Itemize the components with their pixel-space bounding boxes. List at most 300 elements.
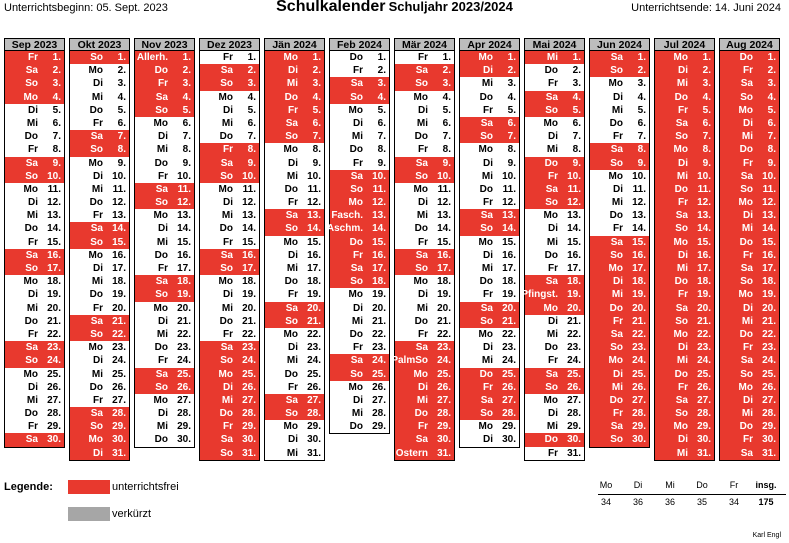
day-row bbox=[525, 196, 584, 209]
day-row bbox=[265, 196, 324, 209]
day-number: 13. bbox=[697, 210, 711, 222]
day-number: 30. bbox=[762, 434, 776, 446]
day-row bbox=[395, 130, 454, 143]
day-number: 23. bbox=[112, 342, 126, 354]
weekday-label: Mo bbox=[88, 249, 103, 261]
day-row bbox=[5, 117, 64, 130]
day-number: 6. bbox=[377, 117, 386, 129]
weekday-label: Fr bbox=[223, 328, 233, 340]
day-row bbox=[5, 157, 64, 170]
day-row bbox=[5, 249, 64, 262]
weekday-label: Fr bbox=[548, 355, 558, 367]
day-number: 3. bbox=[117, 78, 126, 90]
weekday-label: Mo bbox=[478, 236, 493, 248]
day-row bbox=[135, 130, 194, 143]
day-number: 17. bbox=[47, 263, 61, 274]
day-row bbox=[135, 91, 194, 104]
day-number: 26. bbox=[632, 381, 646, 393]
day-row bbox=[265, 275, 324, 288]
day-number: 8. bbox=[702, 144, 711, 156]
day-row bbox=[5, 341, 64, 354]
day-row bbox=[330, 130, 389, 143]
day-row bbox=[5, 236, 64, 249]
stats-header: Mi bbox=[665, 480, 675, 490]
day-row bbox=[135, 249, 194, 262]
weekday-label: Mi bbox=[741, 315, 753, 327]
weekday-label: So bbox=[415, 78, 428, 90]
day-row bbox=[525, 157, 584, 170]
day-row bbox=[460, 143, 519, 156]
weekday-label: So bbox=[25, 263, 38, 274]
day-row bbox=[525, 209, 584, 222]
weekday-label: Mo bbox=[153, 302, 168, 314]
title-year: Schuljahr 2023/2024 bbox=[388, 0, 513, 14]
day-row bbox=[70, 222, 129, 235]
weekday-label: So bbox=[155, 104, 168, 116]
day-row bbox=[135, 183, 194, 196]
weekday-label: Fr bbox=[548, 78, 558, 90]
day-row bbox=[5, 64, 64, 77]
weekday-label: Mo bbox=[218, 91, 233, 103]
day-row bbox=[5, 407, 64, 420]
weekday-label: Mi bbox=[416, 302, 428, 314]
stats-value: 175 bbox=[758, 497, 774, 507]
day-number: 29. bbox=[762, 421, 776, 433]
weekday-label: Do bbox=[349, 328, 363, 340]
day-number: 1. bbox=[442, 52, 451, 63]
day-number: 23. bbox=[177, 342, 191, 354]
day-number: 24. bbox=[372, 355, 386, 367]
weekday-label: Sa bbox=[155, 183, 168, 195]
weekday-label: Aschm. bbox=[326, 223, 363, 235]
day-number: 2. bbox=[572, 65, 581, 77]
day-number: 21. bbox=[632, 315, 646, 327]
weekday-label: Mi bbox=[26, 210, 38, 222]
day-number: 15. bbox=[372, 236, 386, 248]
day-row bbox=[265, 130, 324, 143]
month-days bbox=[199, 51, 260, 461]
weekday-label: Mo bbox=[543, 117, 558, 129]
month-header: Aug 2024 bbox=[719, 38, 780, 51]
day-number: 12. bbox=[177, 197, 191, 209]
weekday-label: Mi bbox=[741, 131, 753, 143]
day-row bbox=[720, 183, 779, 196]
weekday-label: So bbox=[675, 408, 688, 420]
day-row bbox=[655, 433, 714, 446]
weekday-label: Fr bbox=[223, 144, 233, 156]
weekday-label: Fr bbox=[418, 144, 428, 156]
weekday-label: Fr bbox=[158, 263, 168, 274]
weekday-label: Di bbox=[743, 117, 753, 129]
day-row bbox=[330, 315, 389, 328]
day-row bbox=[5, 394, 64, 407]
weekday-label: Di bbox=[548, 131, 558, 143]
day-row bbox=[525, 143, 584, 156]
day-number: 30. bbox=[697, 434, 711, 446]
day-number: 24. bbox=[632, 355, 646, 367]
day-row bbox=[265, 91, 324, 104]
stats-header: Di bbox=[633, 480, 643, 490]
day-row bbox=[395, 368, 454, 381]
day-number: 31. bbox=[242, 447, 256, 459]
day-number: 16. bbox=[112, 249, 126, 261]
day-row bbox=[720, 130, 779, 143]
day-number: 21. bbox=[502, 315, 516, 327]
day-number: 27. bbox=[632, 394, 646, 406]
weekday-label: So bbox=[155, 197, 168, 209]
weekday-label: Do bbox=[349, 236, 363, 248]
weekday-label: Do bbox=[479, 276, 493, 288]
weekday-label: Fr bbox=[288, 381, 298, 393]
weekday-label: Mi bbox=[546, 236, 558, 248]
day-row bbox=[395, 262, 454, 275]
day-number: 27. bbox=[47, 394, 61, 406]
day-row bbox=[391, 354, 454, 367]
day-row bbox=[395, 315, 454, 328]
day-row bbox=[395, 420, 454, 433]
day-number: 9. bbox=[312, 157, 321, 169]
weekday-label: Mi bbox=[676, 447, 688, 459]
day-row bbox=[135, 262, 194, 275]
stats-header: Do bbox=[696, 480, 708, 490]
weekday-label: So bbox=[545, 381, 558, 393]
weekday-label: Do bbox=[154, 434, 168, 446]
author: Karl Engl bbox=[752, 532, 781, 539]
weekday-label: So bbox=[545, 104, 558, 116]
day-number: 22. bbox=[112, 328, 126, 340]
weekday-label: So bbox=[350, 368, 363, 380]
day-number: 19. bbox=[307, 289, 321, 301]
month-column bbox=[459, 38, 520, 448]
day-number: 27. bbox=[372, 394, 386, 406]
day-number: 21. bbox=[437, 315, 451, 327]
weekday-label: Do bbox=[674, 91, 688, 103]
weekday-label: Fr bbox=[28, 52, 38, 63]
day-number: 29. bbox=[502, 421, 516, 433]
weekday-label: So bbox=[350, 276, 363, 288]
day-number: 22. bbox=[762, 328, 776, 340]
day-number: 13. bbox=[307, 210, 321, 222]
weekday-label: Sa bbox=[25, 157, 38, 169]
day-row bbox=[460, 328, 519, 341]
day-row bbox=[460, 394, 519, 407]
day-row bbox=[460, 64, 519, 77]
day-number: 22. bbox=[47, 328, 61, 340]
day-number: 22. bbox=[697, 328, 711, 340]
weekday-label: Fr bbox=[353, 157, 363, 169]
day-number: 7. bbox=[247, 131, 256, 143]
day-number: 1. bbox=[767, 52, 776, 63]
day-row bbox=[70, 130, 129, 143]
day-row bbox=[525, 381, 584, 394]
month-header: Sep 2023 bbox=[4, 38, 65, 51]
day-row bbox=[5, 381, 64, 394]
day-number: 4. bbox=[312, 91, 321, 103]
day-row bbox=[590, 104, 649, 117]
day-number: 27. bbox=[112, 394, 126, 406]
weekday-label: So bbox=[350, 91, 363, 103]
day-row bbox=[200, 91, 259, 104]
weekday-label: Mo bbox=[283, 421, 298, 433]
month-days bbox=[134, 51, 195, 448]
day-number: 22. bbox=[632, 328, 646, 340]
day-row bbox=[200, 236, 259, 249]
day-row bbox=[460, 420, 519, 433]
day-number: 27. bbox=[762, 394, 776, 406]
day-number: 16. bbox=[437, 249, 451, 261]
day-row bbox=[135, 368, 194, 381]
day-number: 1. bbox=[377, 52, 386, 63]
day-row bbox=[525, 77, 584, 90]
day-number: 9. bbox=[52, 157, 61, 169]
day-row bbox=[70, 328, 129, 341]
day-number: 17. bbox=[307, 263, 321, 274]
weekday-label: Mi bbox=[676, 263, 688, 274]
day-number: 3. bbox=[767, 78, 776, 90]
weekday-label: Di bbox=[158, 131, 168, 143]
weekday-label: Fr bbox=[28, 144, 38, 156]
weekday-label: Do bbox=[24, 315, 38, 327]
day-number: 9. bbox=[117, 157, 126, 169]
weekday-label: Sa bbox=[285, 394, 298, 406]
day-number: 23. bbox=[502, 342, 516, 354]
weekday-label: Fr bbox=[678, 197, 688, 209]
day-row bbox=[330, 354, 389, 367]
day-number: 19. bbox=[697, 289, 711, 301]
day-number: 20. bbox=[242, 302, 256, 314]
weekday-label: Do bbox=[154, 157, 168, 169]
day-number: 6. bbox=[572, 117, 581, 129]
month-header: Feb 2024 bbox=[329, 38, 390, 51]
day-row bbox=[5, 130, 64, 143]
day-row bbox=[265, 64, 324, 77]
weekday-label: Mo bbox=[673, 144, 688, 156]
day-row bbox=[590, 51, 649, 64]
day-number: 2. bbox=[117, 65, 126, 77]
weekday-label: Di bbox=[28, 197, 38, 209]
day-row bbox=[395, 77, 454, 90]
day-number: 10. bbox=[372, 170, 386, 182]
day-number: 4. bbox=[572, 91, 581, 103]
weekday-label: Mi bbox=[286, 78, 298, 90]
day-row bbox=[655, 368, 714, 381]
day-row bbox=[395, 249, 454, 262]
day-number: 12. bbox=[47, 197, 61, 209]
day-number: 27. bbox=[242, 394, 256, 406]
day-row bbox=[460, 433, 519, 446]
weekday-label: Mi bbox=[286, 170, 298, 182]
day-row bbox=[395, 64, 454, 77]
day-row bbox=[70, 433, 129, 446]
day-row bbox=[395, 341, 454, 354]
day-number: 25. bbox=[307, 368, 321, 380]
day-number: 2. bbox=[507, 65, 516, 77]
weekday-label: Mi bbox=[481, 78, 493, 90]
weekday-label: Mo bbox=[543, 210, 558, 222]
day-row bbox=[655, 249, 714, 262]
day-number: 5. bbox=[637, 104, 646, 116]
weekday-label: Do bbox=[544, 65, 558, 77]
month-header: Okt 2023 bbox=[69, 38, 130, 51]
day-row bbox=[460, 315, 519, 328]
day-row bbox=[521, 288, 584, 301]
weekday-label: Sa bbox=[285, 210, 298, 222]
day-row bbox=[525, 275, 584, 288]
weekday-label: So bbox=[480, 315, 493, 327]
day-number: 20. bbox=[697, 302, 711, 314]
day-number: 5. bbox=[442, 104, 451, 116]
day-number: 21. bbox=[177, 315, 191, 327]
day-number: 10. bbox=[632, 170, 646, 182]
weekday-label: Mo bbox=[23, 276, 38, 288]
day-row bbox=[200, 368, 259, 381]
month-days bbox=[391, 51, 455, 461]
day-row bbox=[525, 117, 584, 130]
day-number: 4. bbox=[52, 91, 61, 103]
day-row bbox=[525, 130, 584, 143]
day-number: 15. bbox=[632, 236, 646, 248]
day-number: 1. bbox=[247, 52, 256, 63]
day-row bbox=[70, 354, 129, 367]
day-row bbox=[265, 143, 324, 156]
day-row bbox=[720, 368, 779, 381]
month-column bbox=[199, 38, 260, 461]
day-row bbox=[655, 315, 714, 328]
weekday-label: Fr bbox=[418, 52, 428, 63]
day-number: 24. bbox=[47, 355, 61, 367]
day-row bbox=[135, 275, 194, 288]
weekday-label: Sa bbox=[545, 368, 558, 380]
day-number: 21. bbox=[567, 315, 581, 327]
day-row bbox=[720, 249, 779, 262]
day-row bbox=[200, 328, 259, 341]
weekday-label: Do bbox=[479, 368, 493, 380]
day-number: 13. bbox=[112, 210, 126, 222]
weekday-label: Mi bbox=[676, 78, 688, 90]
weekday-label: Mi bbox=[26, 117, 38, 129]
day-number: 13. bbox=[242, 210, 256, 222]
day-row bbox=[395, 209, 454, 222]
day-number: 7. bbox=[312, 131, 321, 143]
day-number: 31. bbox=[307, 447, 321, 459]
day-number: 23. bbox=[632, 342, 646, 354]
day-number: 23. bbox=[437, 342, 451, 354]
weekday-label: So bbox=[740, 91, 753, 103]
day-number: 17. bbox=[632, 263, 646, 274]
day-row bbox=[460, 407, 519, 420]
day-row bbox=[330, 196, 389, 209]
day-row bbox=[200, 302, 259, 315]
day-number: 30. bbox=[47, 434, 61, 446]
day-row bbox=[5, 262, 64, 275]
day-row bbox=[460, 209, 519, 222]
weekday-label: So bbox=[285, 408, 298, 420]
day-number: 15. bbox=[437, 236, 451, 248]
day-row bbox=[655, 275, 714, 288]
day-number: 14. bbox=[762, 223, 776, 235]
weekday-label: Sa bbox=[740, 78, 753, 90]
day-number: 4. bbox=[507, 91, 516, 103]
weekday-label: Fr bbox=[613, 131, 623, 143]
weekday-label: Di bbox=[678, 249, 688, 261]
day-number: 25. bbox=[567, 368, 581, 380]
weekday-label: Do bbox=[739, 421, 753, 433]
day-row bbox=[655, 407, 714, 420]
day-row bbox=[590, 315, 649, 328]
day-number: 7. bbox=[377, 131, 386, 143]
day-row bbox=[5, 91, 64, 104]
weekday-label: Mo bbox=[413, 368, 428, 380]
day-number: 18. bbox=[47, 276, 61, 288]
weekday-label: PalmSo bbox=[391, 355, 428, 367]
weekday-label: Mi bbox=[416, 394, 428, 406]
weekday-label: Mi bbox=[481, 170, 493, 182]
day-number: 24. bbox=[112, 355, 126, 367]
day-row bbox=[720, 157, 779, 170]
weekday-label: Sa bbox=[675, 210, 688, 222]
weekday-label: Do bbox=[544, 342, 558, 354]
weekday-label: Mi bbox=[351, 131, 363, 143]
weekday-label: Di bbox=[678, 65, 688, 77]
day-number: 3. bbox=[247, 78, 256, 90]
day-number: 6. bbox=[247, 117, 256, 129]
day-number: 15. bbox=[242, 236, 256, 248]
day-number: 2. bbox=[52, 65, 61, 77]
weekday-label: Fr bbox=[93, 394, 103, 406]
day-row bbox=[135, 143, 194, 156]
day-number: 1. bbox=[507, 52, 516, 63]
day-number: 18. bbox=[567, 276, 581, 288]
day-number: 20. bbox=[177, 302, 191, 314]
day-row bbox=[265, 183, 324, 196]
month-column bbox=[719, 38, 780, 461]
day-number: 17. bbox=[177, 263, 191, 274]
day-row bbox=[5, 420, 64, 433]
day-row bbox=[655, 394, 714, 407]
weekday-label: Do bbox=[24, 223, 38, 235]
day-number: 8. bbox=[572, 144, 581, 156]
day-number: 8. bbox=[312, 144, 321, 156]
day-row bbox=[265, 302, 324, 315]
day-number: 13. bbox=[372, 210, 386, 222]
stats-header: Fr bbox=[729, 480, 739, 490]
day-row bbox=[200, 275, 259, 288]
weekday-label: Di bbox=[93, 263, 103, 274]
day-number: 12. bbox=[112, 197, 126, 209]
day-number: 18. bbox=[242, 276, 256, 288]
day-number: 15. bbox=[112, 236, 126, 248]
weekday-label: Di bbox=[678, 434, 688, 446]
day-number: 7. bbox=[442, 131, 451, 143]
month-column bbox=[521, 38, 585, 461]
day-number: 29. bbox=[112, 421, 126, 433]
day-number: 1. bbox=[182, 52, 191, 63]
day-row bbox=[330, 341, 389, 354]
day-row bbox=[330, 91, 389, 104]
day-number: 9. bbox=[572, 157, 581, 169]
day-row bbox=[330, 51, 389, 64]
weekday-label: Mo bbox=[283, 328, 298, 340]
day-row bbox=[395, 394, 454, 407]
day-row bbox=[590, 288, 649, 301]
day-number: 15. bbox=[502, 236, 516, 248]
weekday-label: So bbox=[545, 197, 558, 209]
weekday-label: Do bbox=[414, 408, 428, 420]
day-row bbox=[590, 262, 649, 275]
day-number: 21. bbox=[372, 315, 386, 327]
weekday-label: Mi bbox=[91, 368, 103, 380]
day-number: 5. bbox=[702, 104, 711, 116]
